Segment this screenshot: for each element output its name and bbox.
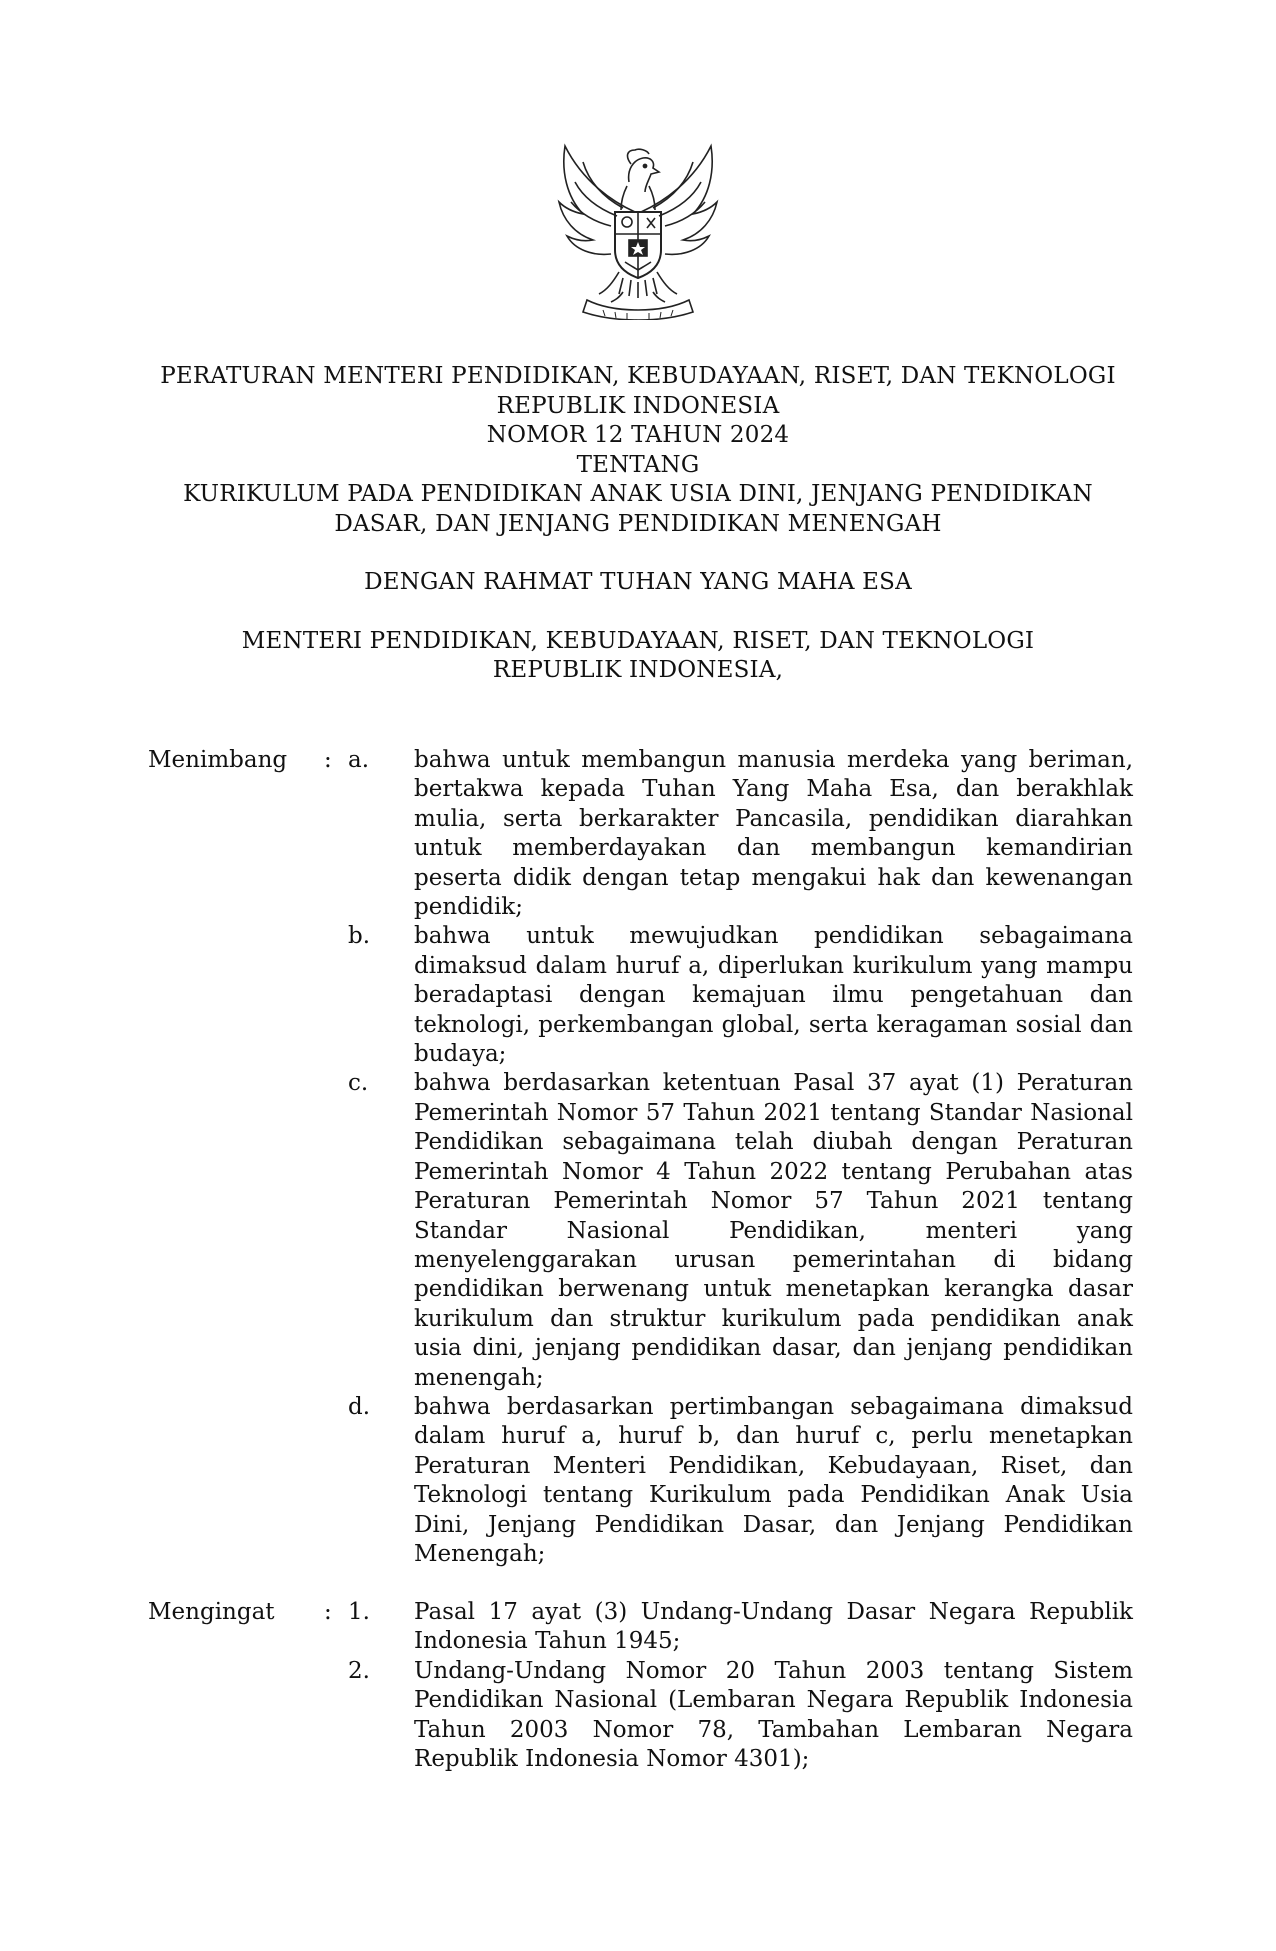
regulation-number: NOMOR 12 TAHUN 2024 xyxy=(486,422,790,448)
menimbang-item-text: bahwa berdasarkan pertimbangan sebagaimana dimaksud dalam huruf a, huruf b, dan huruf c, perlu menetapkan Peraturan Menteri Pendidikan, Kebudayaan, Riset, dan Teknologi tentang Kurikulum pada Pendidikan Anak Usia Dini, Jenjang Pendidikan Dasar, dan Jenjang Pendidikan Menengah; xyxy=(414,1393,1133,1567)
minister-line-1: MENTERI PENDIDIKAN, KEBUDAYAAN, RISET, DAN TEKNOLOGI xyxy=(241,627,1035,654)
menimbang-item-text: bahwa berdasarkan ketentuan Pasal 37 ayat (1) Peraturan Pemerintah Nomor 57 Tahun 2021 tentang Standar Nasional Pendidikan sebagaimana telah diubah dengan Peraturan Pemerintah Nomor 4 Tahun 2022 tentang Perubahan atas Peraturan Pemerintah Nomor 57 Tahun 2021 tentang Standar Nasional Pendidikan, menteri yang menyelenggarakan urusan pemerintahan di bidang pendidikan berwenang untuk menetapkan kerangka dasar kurikulum dan struktur kurikulum pada pendidikan anak usia dini, jenjang pendidikan dasar, dan jenjang pendidikan menengah; xyxy=(414,1070,1133,1391)
regulation-country: REPUBLIK INDONESIA xyxy=(496,392,780,419)
menimbang-row-b xyxy=(148,922,1133,1069)
mengingat-row-2 xyxy=(148,1657,1133,1775)
menimbang-row-c xyxy=(148,1069,1133,1392)
menimbang-section xyxy=(148,746,1133,1569)
menimbang-colon: : xyxy=(324,747,332,773)
mengingat-section xyxy=(148,1598,1133,1774)
list-marker: c. xyxy=(348,1070,369,1097)
regulation-subject-1: KURIKULUM PADA PENDIDIKAN ANAK USIA DINI, JENJANG PENDIDIKAN xyxy=(183,481,1093,507)
regulation-subject-2: DASAR, DAN JENJANG PENDIDIKAN MENENGAH xyxy=(334,510,942,537)
mengingat-row-1 xyxy=(148,1598,1133,1657)
menimbang-row-a xyxy=(148,746,1133,922)
regulation-tentang: TENTANG xyxy=(576,451,700,478)
mengingat-colon: : xyxy=(324,1599,332,1625)
minister-line-2: REPUBLIK INDONESIA, xyxy=(492,657,784,683)
rahmat-line: DENGAN RAHMAT TUHAN YANG MAHA ESA xyxy=(364,569,912,595)
garuda-emblem-icon xyxy=(553,142,723,320)
list-marker: b. xyxy=(348,923,371,950)
menimbang-item-text: bahwa untuk membangun manusia merdeka yang beriman, bertakwa kepada Tuhan Yang Maha Esa, dan berakhlak mulia, serta berkarakter Pancasila, pendidikan diarahkan untuk memberdayakan dan membangun kemandirian peserta didik dengan tetap mengakui hak dan kewenangan pendidik; xyxy=(414,747,1133,921)
mengingat-item-text: Pasal 17 ayat (3) Undang-Undang Dasar Negara Republik Indonesia Tahun 1945; xyxy=(414,1599,1133,1655)
regulation-title: PERATURAN MENTERI PENDIDIKAN, KEBUDAYAAN, RISET, DAN TEKNOLOGI xyxy=(160,363,1116,389)
list-marker: a. xyxy=(348,747,370,773)
menimbang-label: Menimbang xyxy=(148,747,288,773)
mengingat-item-text: Undang-Undang Nomor 20 Tahun 2003 tentang Sistem Pendidikan Nasional (Lembaran Negara Republik Indonesia Tahun 2003 Nomor 78, Tambahan Lembaran Negara Republik Indonesia Nomor 4301); xyxy=(414,1657,1133,1773)
document-title-block xyxy=(130,362,1146,686)
mengingat-label: Mengingat xyxy=(148,1599,275,1625)
list-marker: d. xyxy=(348,1393,371,1420)
list-marker: 1. xyxy=(348,1599,370,1625)
list-marker: 2. xyxy=(348,1657,370,1684)
menimbang-item-text: bahwa untuk mewujudkan pendidikan sebagaimana dimaksud dalam huruf a, diperlukan kurikulum yang mampu beradaptasi dengan kemajuan ilmu pengetahuan dan teknologi, perkembangan global, serta keragaman sosial dan budaya; xyxy=(414,923,1133,1068)
menimbang-row-d xyxy=(148,1393,1133,1569)
